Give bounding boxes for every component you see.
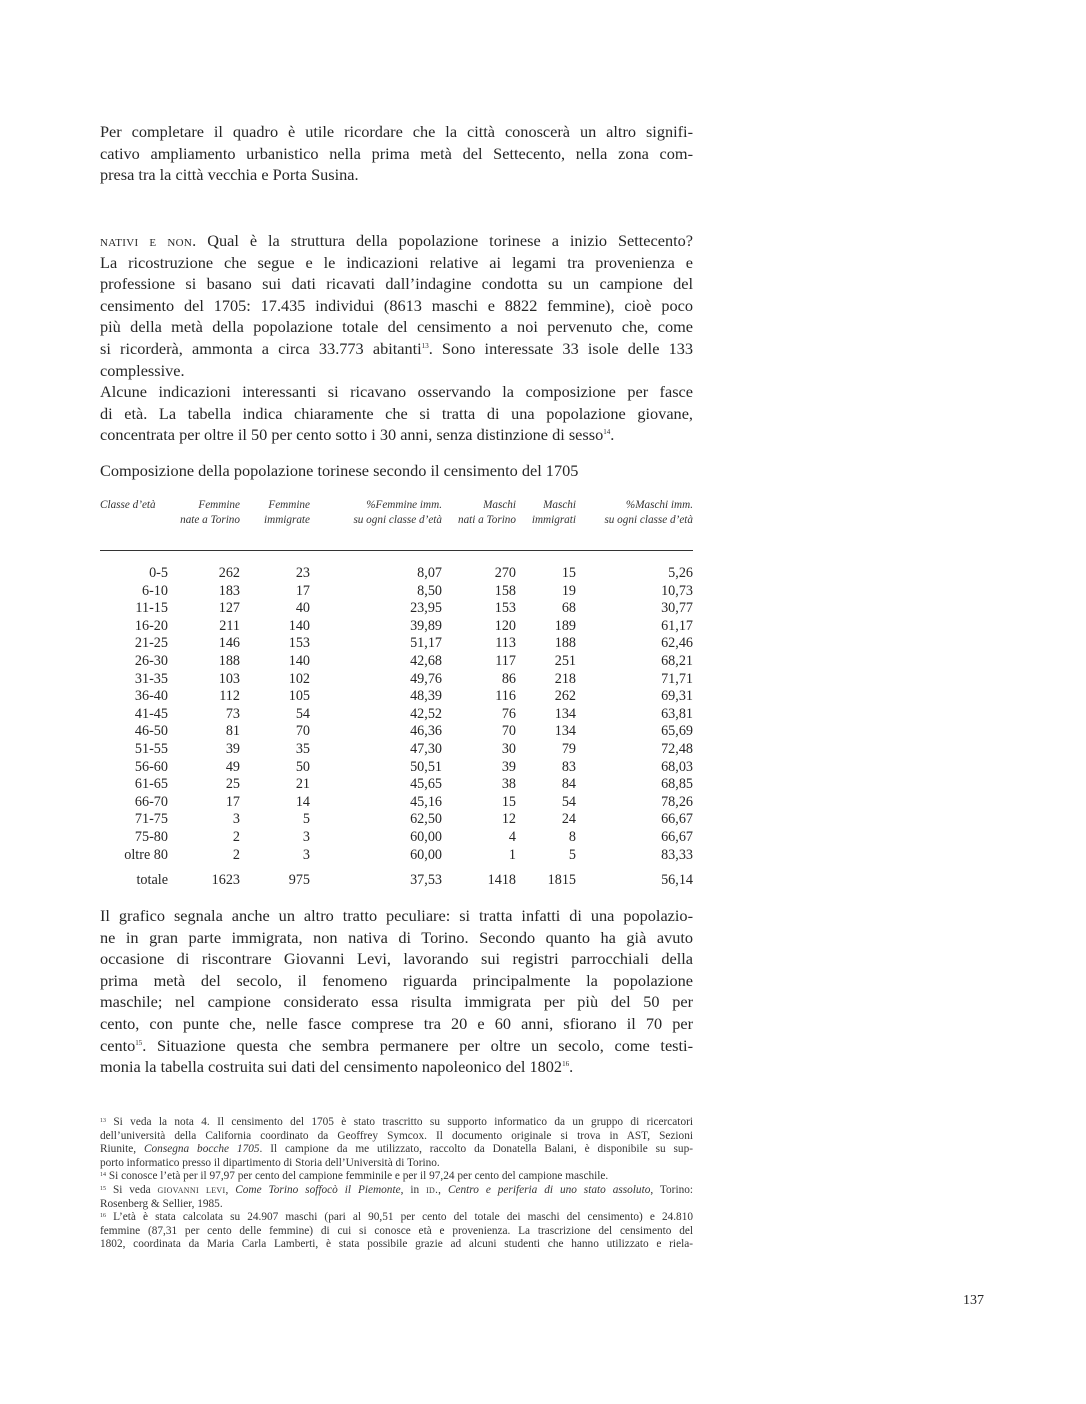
total-males-immigrant: 1815 [547, 872, 576, 889]
text-line: Il grafico segnala anche un altro tratto peculiare: si tratta infatti di una popolazio- [100, 906, 693, 925]
table-row [100, 565, 693, 583]
cell-males-born: 39 [501, 758, 516, 775]
cell-females-immigrant: 3 [302, 828, 310, 845]
cell-females-immigrant: 54 [295, 705, 310, 722]
cell-females-immigrant: 102 [288, 670, 310, 687]
cell-females-pct: 60,00 [410, 846, 442, 863]
header-males-pct: %Maschi imm. su ogni classe d’età [604, 499, 693, 526]
cell-age-class: 6-10 [141, 582, 168, 599]
cell-males-born: 116 [495, 688, 516, 705]
cell-females-immigrant: 40 [295, 600, 310, 617]
text-line: prima metà del secolo, il fenomeno riguarda principalmente la popolazione [100, 970, 693, 990]
cell-males-immigrant: 83 [561, 758, 576, 775]
text-line: più della metà della popolazione totale del censimento a noi pervenuto che, come [100, 317, 693, 337]
cell-males-immigrant: 68 [561, 600, 576, 617]
cell-age-class: 11-15 [135, 600, 168, 617]
text-line: complessive. [100, 360, 185, 380]
text-fragment: . Situazione questa che sembra permanere per oltre un secolo, come testi- [142, 1035, 693, 1055]
text-line [100, 338, 693, 360]
table-row [100, 741, 693, 759]
header-males-immigrant: Maschi immigrati [531, 499, 576, 526]
cell-females-born: 17 [225, 793, 240, 810]
cell-males-pct: 71,71 [661, 670, 693, 687]
footnote-line: Rosenberg & Sellier, 1985. [100, 1197, 223, 1210]
cell-males-pct: 10,73 [661, 582, 693, 599]
table-row [100, 653, 693, 671]
total-females-pct: 37,53 [410, 872, 442, 889]
cell-males-pct: 66,67 [661, 828, 693, 845]
cell-females-pct: 60,00 [410, 828, 442, 845]
table-row [100, 688, 693, 706]
cell-males-immigrant: 54 [561, 793, 576, 810]
cell-males-born: 70 [501, 723, 516, 740]
table-row [100, 706, 693, 724]
table-row [100, 618, 693, 636]
cell-males-immigrant: 19 [561, 582, 576, 599]
cell-males-born: 4 [508, 828, 516, 845]
text-line: La ricostruzione che segue e le indicazioni relative ai legami tra provenienza e [100, 252, 693, 272]
text-fragment: . Sono interessate 33 isole delle 133 [428, 338, 693, 358]
cell-females-immigrant: 14 [295, 793, 310, 810]
text-line: cativo ampliamento urbanistico nella prima metà del Settecento, nella zona com- [100, 143, 693, 163]
table-row [100, 829, 693, 847]
footnote-line: porto informatico presso il dipartimento di Storia dell’Università di Torino. [100, 1156, 440, 1169]
cell-females-immigrant: 50 [295, 758, 310, 775]
cell-males-born: 117 [495, 652, 516, 669]
text-line [100, 1035, 693, 1057]
header-females-born: Femmine nate a Torino [180, 499, 240, 526]
cell-females-immigrant: 21 [295, 776, 310, 793]
cell-males-pct: 83,33 [661, 846, 693, 863]
cell-age-class: 21-25 [134, 635, 168, 652]
population-table [100, 498, 693, 890]
total-males-pct: 56,14 [661, 872, 693, 889]
cell-males-born: 38 [501, 776, 516, 793]
cell-age-class: 51-55 [134, 740, 168, 757]
cell-females-born: 183 [218, 582, 240, 599]
cell-age-class: 71-75 [134, 811, 168, 828]
footnotes [100, 1116, 693, 1252]
cell-males-pct: 66,67 [661, 811, 693, 828]
text-line: censimento del 1705: 17.435 individui (8613 maschi e 8822 femmine), cioè poco [100, 295, 693, 315]
cell-females-pct: 62,50 [410, 811, 442, 828]
cell-females-pct: 47,30 [410, 740, 442, 757]
total-females-born: 1623 [211, 872, 240, 889]
cell-males-immigrant: 24 [561, 811, 576, 828]
cell-females-pct: 45,65 [410, 776, 442, 793]
cell-males-immigrant: 188 [554, 635, 576, 652]
header-age-class: Classe d’età [100, 499, 156, 511]
cell-males-pct: 30,77 [661, 600, 693, 617]
footnote-ref: 15 [135, 1038, 143, 1047]
table-row [100, 671, 693, 689]
cell-males-born: 113 [495, 635, 516, 652]
cell-females-pct: 42,52 [410, 705, 442, 722]
cell-females-born: 211 [219, 617, 240, 634]
text-line: Alcune indicazioni interessanti si ricavano osservando la composizione per fasce [100, 382, 693, 402]
cell-females-born: 2 [232, 846, 240, 863]
cell-males-immigrant: 15 [561, 565, 576, 581]
table-total-row [100, 864, 693, 890]
cell-males-pct: 65,69 [661, 723, 693, 740]
cell-males-immigrant: 218 [554, 670, 576, 687]
cell-males-pct: 5,26 [668, 565, 693, 581]
page-number: 137 [963, 1293, 984, 1308]
cell-age-class: 36-40 [134, 688, 168, 705]
text-line: occasione di riscontrare Giovanni Levi, lavorando sui registri parrocchiali della [100, 949, 693, 969]
header-females-pct: %Femmine imm. su ogni classe d’età [353, 499, 442, 526]
cell-females-immigrant: 3 [302, 846, 310, 863]
text-line [100, 1056, 693, 1078]
cell-males-immigrant: 134 [554, 705, 576, 722]
cell-females-born: 81 [225, 723, 240, 740]
text-fragment: . [569, 1057, 574, 1077]
cell-females-immigrant: 70 [295, 723, 310, 740]
cell-females-born: 25 [225, 776, 240, 793]
cell-age-class: 0-5 [149, 565, 168, 581]
cell-females-pct: 39,89 [410, 617, 442, 634]
cell-age-class: 26-30 [134, 652, 168, 669]
cell-females-born: 103 [218, 670, 240, 687]
footnote-ref: 14 [603, 428, 611, 437]
cell-males-pct: 78,26 [661, 793, 693, 810]
cell-females-immigrant: 17 [295, 582, 310, 599]
cell-males-born: 120 [494, 617, 516, 634]
cell-males-born: 86 [501, 670, 516, 687]
footnote-line: dell’università della California coordinato da Geoffrey Symcox. Il documento originale si trova in AST, Sezioni [100, 1129, 693, 1142]
cell-females-pct: 23,95 [410, 600, 442, 617]
footnote-line: 1802, coordinata da Maria Carla Lamberti, è stata possibile grazie ad alcuni studenti che hanno utilizzato e riela- [100, 1238, 693, 1251]
cell-males-pct: 69,31 [661, 688, 693, 705]
text-fragment: monia la tabella costruita sui dati del censimento napoleonico del 1802 [100, 1057, 563, 1077]
cell-males-born: 30 [501, 740, 516, 757]
cell-males-pct: 68,85 [661, 776, 693, 793]
cell-males-pct: 63,81 [661, 705, 693, 722]
text-line [100, 230, 693, 252]
footnote-line: femmine (87,31 per cento delle femmine) di cui si conosce età e provenienza. La trascrizione del censimento del [100, 1224, 693, 1237]
cell-males-immigrant: 8 [568, 828, 576, 845]
cell-males-immigrant: 5 [568, 846, 576, 863]
text-line: Per completare il quadro è utile ricordare che la città conoscerà un altro signifi- [100, 122, 693, 141]
cell-females-pct: 50,51 [410, 758, 442, 775]
intro-paragraph [100, 121, 693, 186]
cell-age-class: 31-35 [134, 670, 168, 687]
cell-males-pct: 61,17 [661, 617, 693, 634]
cell-females-immigrant: 35 [295, 740, 310, 757]
footnote-ref: 16 [562, 1060, 570, 1069]
cell-females-pct: 51,17 [410, 635, 442, 652]
cell-females-born: 262 [218, 565, 240, 581]
cell-females-pct: 8,07 [417, 565, 442, 581]
cell-males-born: 76 [501, 705, 516, 722]
cell-females-born: 3 [232, 811, 240, 828]
cell-males-born: 12 [501, 811, 516, 828]
total-age-class: totale [136, 872, 168, 889]
cell-age-class: 46-50 [134, 723, 168, 740]
table-row [100, 583, 693, 601]
cell-males-born: 1 [508, 846, 516, 863]
table-row [100, 776, 693, 794]
cell-age-class: 66-70 [134, 793, 168, 810]
table-row [100, 847, 693, 865]
cell-age-class: 56-60 [134, 758, 168, 775]
cell-males-born: 153 [494, 600, 516, 617]
cell-females-immigrant: 23 [295, 565, 310, 581]
cell-females-born: 39 [225, 740, 240, 757]
section-heading: nativi e non [100, 234, 193, 250]
text-fragment: . Qual è la struttura della popolazione torinese a inizio Settecento? [192, 231, 694, 250]
cell-males-born: 15 [501, 793, 516, 810]
table-row [100, 723, 693, 741]
section-nativi-paragraph [100, 230, 693, 446]
cell-females-pct: 46,36 [410, 723, 442, 740]
cell-females-born: 73 [225, 705, 240, 722]
total-females-immigrant: 975 [288, 872, 310, 889]
cell-females-immigrant: 140 [288, 617, 310, 634]
cell-males-born: 270 [494, 565, 516, 581]
cell-females-pct: 42,68 [410, 652, 442, 669]
cell-males-pct: 68,21 [661, 652, 693, 669]
cell-males-born: 158 [494, 582, 516, 599]
cell-age-class: oltre 80 [124, 846, 168, 863]
footnote-line: Riunite, Consegna bocche 1705. Il campione da me utilizzato, raccolto da Donatella Balani, è disponibile su sup- [100, 1143, 693, 1156]
header-females-immigrant: Femmine immigrate [264, 499, 310, 526]
text-fragment: concentrata per oltre il 50 per cento sotto i 30 anni, senza distinzione di sesso [100, 425, 604, 445]
text-fragment: cento [100, 1035, 136, 1055]
footnote-16: $^{16}$ L’età è stata calcolata su 24.907 maschi (pari al 90,51 per cento del totale dei maschi del censimento) e 24.810 [100, 1211, 694, 1224]
cell-females-born: 2 [232, 828, 240, 845]
cell-males-immigrant: 251 [554, 652, 576, 669]
cell-age-class: 61-65 [134, 776, 168, 793]
immigration-paragraph [100, 905, 693, 1078]
cell-females-born: 49 [225, 758, 240, 775]
text-line: professione si basano sui dati ricavati dall’indagine condotta su un campione del [100, 274, 693, 294]
cell-females-born: 127 [218, 600, 240, 617]
cell-age-class: 75-80 [134, 828, 168, 845]
header-males-born: Maschi nati a Torino [457, 499, 516, 526]
header-rule [100, 528, 693, 551]
footnote-14: $^{14}$ Si conosce l’età per il 97,97 per cento del campione femminile e per il 97,24 per cento del campione maschile. [100, 1170, 609, 1183]
cell-females-pct: 48,39 [410, 688, 442, 705]
total-males-born: 1418 [487, 872, 516, 889]
cell-males-pct: 62,46 [661, 635, 693, 652]
cell-females-immigrant: 153 [288, 635, 310, 652]
text-line: cento, con punte che, nelle fasce comprese tra 20 e 60 anni, sfiorano il 70 per [100, 1013, 693, 1033]
text-line: ne in gran parte immigrata, non nativa di Torino. Secondo quanto ha già avuto [100, 927, 693, 947]
text-line: maschile; nel campione considerato essa risulta immigrata per più del 50 per [100, 992, 693, 1012]
text-line [100, 424, 693, 446]
cell-males-immigrant: 262 [554, 688, 576, 705]
cell-males-pct: 68,03 [661, 758, 693, 775]
text-line: di età. La tabella indica chiaramente che si tratta di una popolazione giovane, [100, 403, 693, 423]
cell-females-immigrant: 140 [288, 652, 310, 669]
cell-age-class: 16-20 [134, 617, 168, 634]
cell-males-immigrant: 79 [561, 740, 576, 757]
cell-females-born: 188 [218, 652, 240, 669]
cell-females-born: 112 [219, 688, 240, 705]
table-caption: Composizione della popolazione torinese secondo il censimento del 1705 [100, 461, 579, 480]
table-header-row [100, 498, 693, 528]
table-row [100, 635, 693, 653]
cell-females-immigrant: 5 [302, 811, 310, 828]
table-row [100, 759, 693, 777]
cell-females-pct: 45,16 [410, 793, 442, 810]
footnote-15: $^{15}$ Si veda giovanni levi, Come Torino soffocò il Piemonte, in id., Centro e periferia di uno stato assoluto, Torino: [100, 1183, 694, 1196]
cell-males-immigrant: 189 [554, 617, 576, 634]
cell-females-born: 146 [218, 635, 240, 652]
cell-females-pct: 49,76 [410, 670, 442, 687]
cell-age-class: 41-45 [134, 705, 168, 722]
cell-males-immigrant: 84 [561, 776, 576, 793]
footnote-13: $^{13}$ Si veda la nota 4. Il censimento del 1705 è stato trascritto su supporto informatico da un gruppo di ricercatori [100, 1116, 693, 1128]
text-fragment: . [610, 425, 615, 445]
footnote-ref: 13 [421, 341, 429, 350]
text-line: presa tra la città vecchia e Porta Susina. [100, 165, 359, 185]
table-row [100, 794, 693, 812]
cell-females-immigrant: 105 [288, 688, 310, 705]
table-row [100, 600, 693, 618]
text-fragment: si ricorderà, ammonta a circa 33.773 abitanti [100, 338, 422, 358]
cell-males-immigrant: 134 [554, 723, 576, 740]
table-row [100, 811, 693, 829]
cell-males-pct: 72,48 [661, 740, 693, 757]
cell-females-pct: 8,50 [417, 582, 442, 599]
